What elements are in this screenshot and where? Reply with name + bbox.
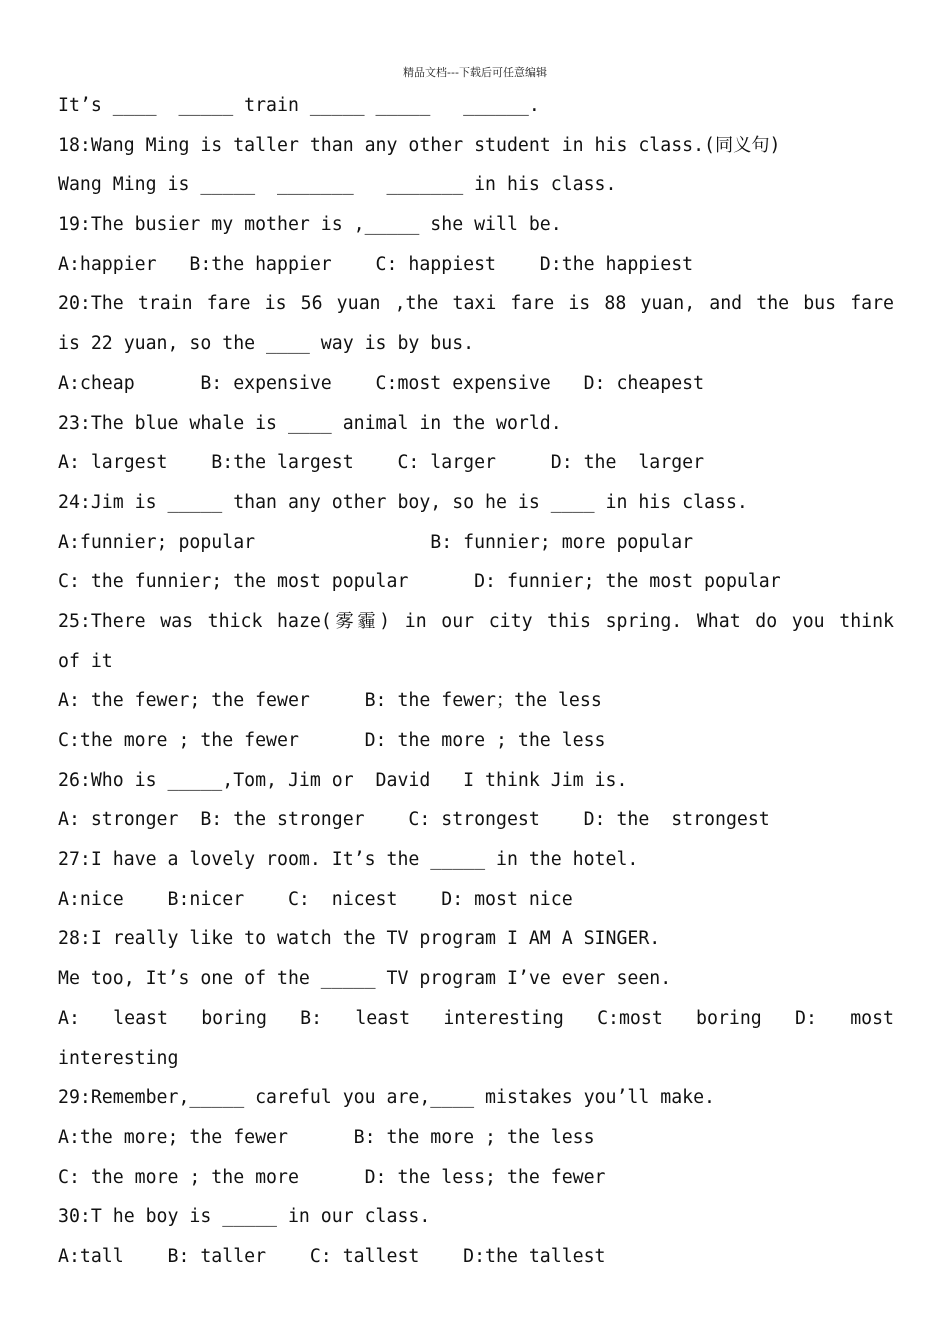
- answer-options: A: stronger B: the stronger C: strongest D: the strongest: [58, 809, 770, 831]
- answer-options: A:funnier; popular B: funnier; more popular: [58, 531, 694, 553]
- question-25: 25:There was thick haze(雾霾) in our city this spring. What do you think: [58, 610, 894, 632]
- question-30: 30:T he boy is _____ in our class.: [58, 1206, 431, 1228]
- question-27: 27:I have a lovely room. It’s the _____ in the hotel.: [58, 849, 639, 871]
- text-line: interesting: [58, 1047, 179, 1069]
- answer-options: A:happier B:the happier C: happiest D:the happiest: [58, 253, 694, 275]
- page-header: 精品文档---下载后可任意编辑: [403, 66, 547, 79]
- question-20: 20:The train fare is 56 yuan ,the taxi fare is 88 yuan, and the bus fare: [58, 293, 894, 315]
- answer-options: A: largest B:the largest C: larger D: the larger: [58, 452, 705, 474]
- question-28: 28:I really like to watch the TV program I AM A SINGER.: [58, 928, 661, 950]
- question-23: 23:The blue whale is ____ animal in the world.: [58, 412, 562, 434]
- question-24: 24:Jim is _____ than any other boy, so he is ____ in his class.: [58, 491, 748, 513]
- text-line: is 22 yuan, so the ____ way is by bus.: [58, 333, 475, 355]
- answer-options: C: the more ; the more D: the less; the fewer: [58, 1166, 606, 1188]
- answer-options: A: the fewer; the fewer B: the fewer；the less: [58, 690, 602, 712]
- document-body: [58, 86, 894, 1277]
- answer-options: A:tall B: taller C: tallest D:the tallest: [58, 1245, 606, 1267]
- answer-options: A: least boring B: least interesting C:most boring D: most: [58, 1007, 894, 1029]
- answer-options: A:the more; the fewer B: the more ; the less: [58, 1126, 595, 1148]
- answer-options: C: the funnier; the most popular D: funnier; the most popular: [58, 571, 781, 593]
- answer-options: C:the more ; the fewer D: the more ; the less: [58, 730, 606, 751]
- text-line: of it: [58, 650, 113, 672]
- answer-options: A:cheap B: expensive C:most expensive D: cheapest: [58, 372, 705, 394]
- question-18: 18:Wang Ming is taller than any other student in his class.(同义句): [58, 134, 781, 156]
- question-19: 19:The busier my mother is ,_____ she will be.: [58, 214, 562, 236]
- text-line: It’s ____ _____ train _____ _____ ______.: [58, 95, 540, 116]
- question-29: 29:Remember,_____ careful you are,____ mistakes you’ll make.: [58, 1087, 715, 1109]
- question-26: 26:Who is _____,Tom, Jim or David I think Jim is.: [58, 769, 628, 791]
- answer-options: A:nice B:nicer C: nicest D: most nice: [58, 888, 573, 910]
- text-line: Me too, It’s one of the _____ TV program I’ve ever seen.: [58, 968, 672, 990]
- text-line: Wang Ming is _____ _______ _______ in his class.: [58, 174, 617, 196]
